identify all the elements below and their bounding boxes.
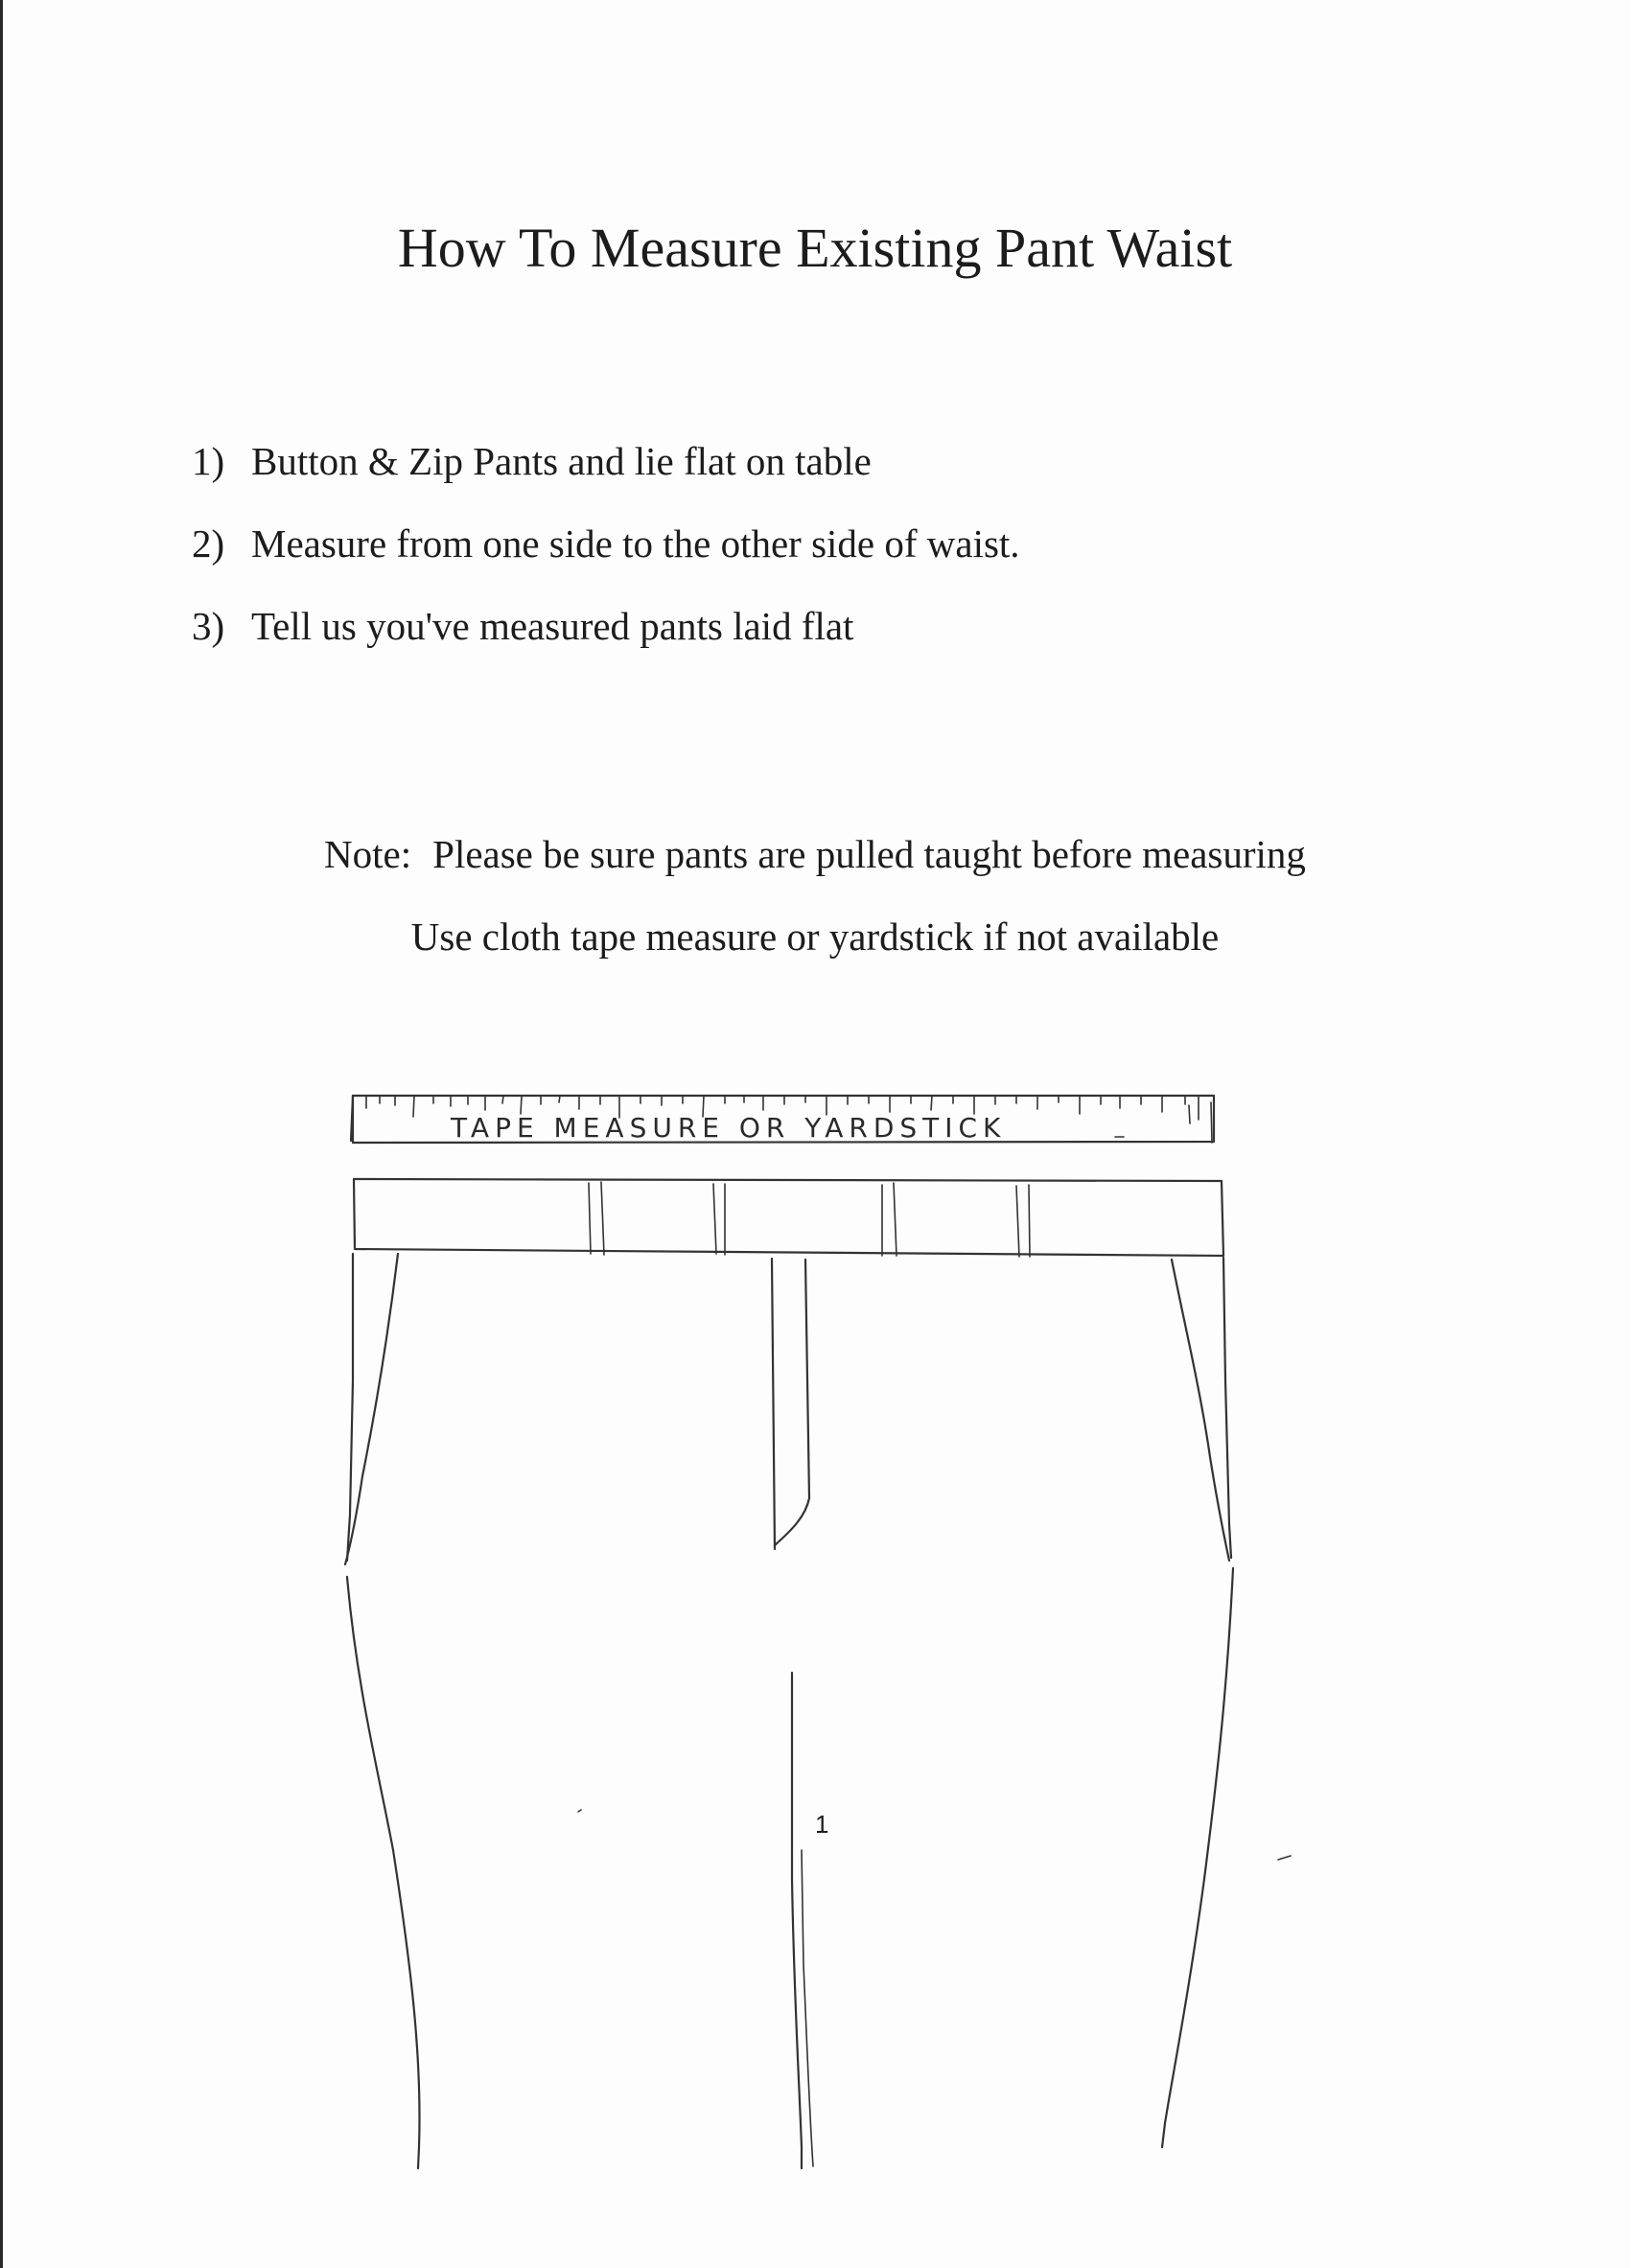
center-seam-drawing (792, 1673, 813, 2168)
page-number: 1 (815, 1810, 829, 1839)
step-number: 3) (192, 604, 225, 648)
note-text: Please be sure pants are pulled taught before measuring (432, 832, 1306, 876)
step-number: 1) (192, 439, 225, 483)
fly-drawing (772, 1259, 809, 1549)
pant-right-leg (1162, 1258, 1233, 2147)
page-title: How To Measure Existing Pant Waist (397, 217, 1233, 279)
step-text: Tell us you've measured pants laid flat (251, 604, 854, 648)
pant-left-leg (345, 1254, 420, 2168)
ruler-label: TAPE MEASURE OR YARDSTICK (451, 1112, 1007, 1144)
step-number: 2) (192, 521, 225, 566)
step-text: Measure from one side to the other side of waist. (251, 521, 1020, 566)
note-second-line: Use cloth tape measure or yardstick if not available (410, 914, 1220, 959)
waistband-drawing (354, 1179, 1223, 1257)
scan-mark (578, 1810, 581, 1812)
ruler-drawing (351, 1096, 1214, 1144)
note-label: Note: (324, 832, 412, 876)
scan-mark (1278, 1856, 1291, 1860)
step-text: Button & Zip Pants and lie flat on table (251, 439, 872, 483)
